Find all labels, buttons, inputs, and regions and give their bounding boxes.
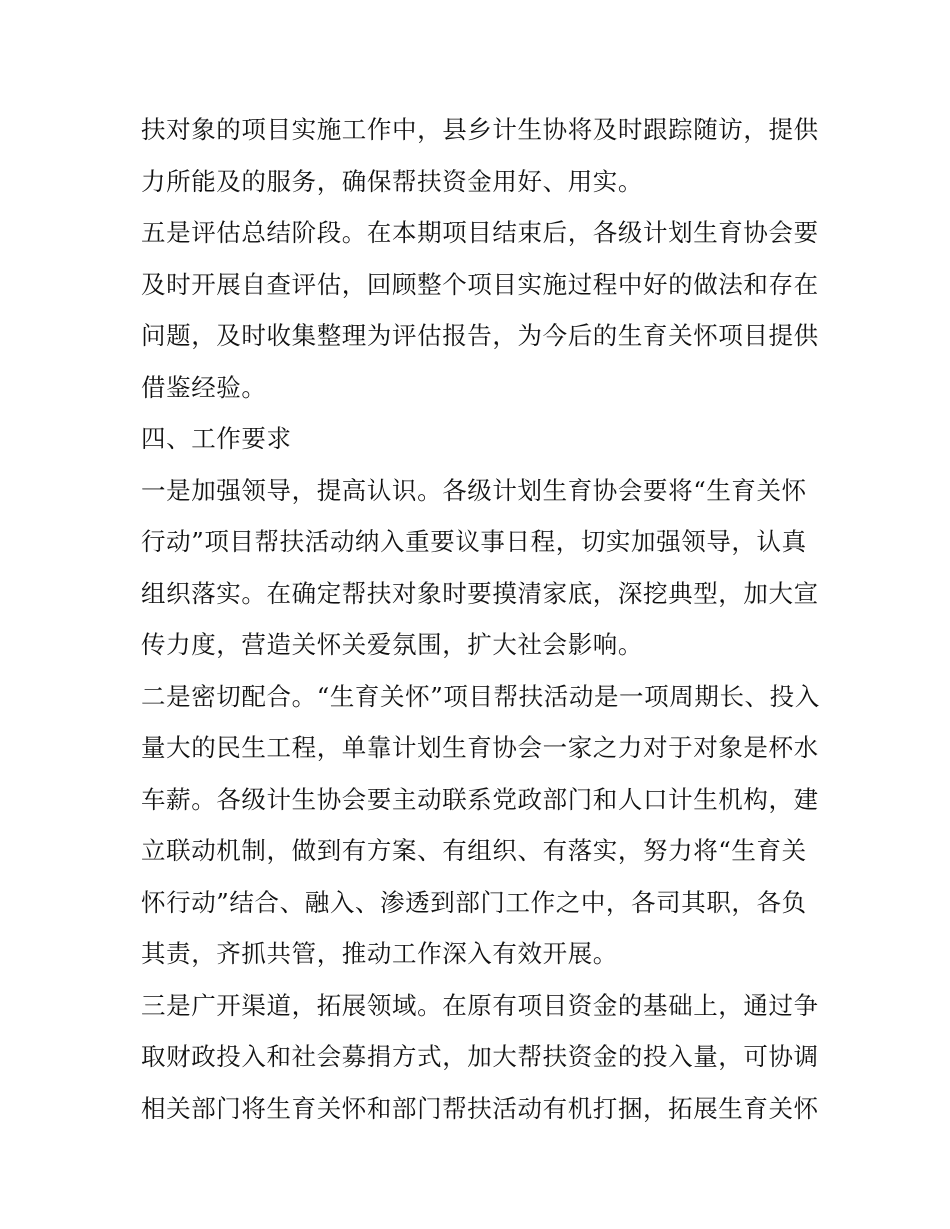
text-line: 五是评估总结阶段。在本期项目结束后，各级计划生育协会要 bbox=[141, 218, 819, 247]
text-line: 车薪。各级计生协会要主动联系党政部门和人口计生机构，建 bbox=[141, 784, 819, 814]
text-line: 怀行动”结合、融入、渗透到部门工作之中，各司其职，各负 bbox=[141, 887, 807, 917]
text-line: 借鉴经验。 bbox=[141, 372, 267, 402]
text-line: 扶对象的项目实施工作中，县乡计生协将及时跟踪随访，提供 bbox=[141, 115, 819, 144]
text-line: 其责，齐抓共管，推动工作深入有效开展。 bbox=[141, 939, 618, 968]
text-line: 量大的民生工程，单靠计划生育协会一家之力对于对象是杯水 bbox=[141, 733, 819, 762]
text-line: 取财政投入和社会募捐方式，加大帮扶资金的投入量，可协调 bbox=[141, 1042, 819, 1071]
text-line: 立联动机制，做到有方案、有组织、有落实，努力将“生育关 bbox=[141, 836, 807, 865]
text-line: 二是密切配合。“生育关怀”项目帮扶活动是一项周期长、投入 bbox=[141, 681, 820, 711]
text-line: 相关部门将生育关怀和部门帮扶活动有机打捆，拓展生育关怀 bbox=[141, 1093, 819, 1123]
text-line: 及时开展自查评估，回顾整个项目实施过程中好的做法和存在 bbox=[141, 269, 819, 299]
document-body bbox=[141, 104, 821, 1134]
text-line: 行动”项目帮扶活动纳入重要议事日程，切实加强领导，认真 bbox=[141, 527, 807, 556]
text-line: 三是广开渠道，拓展领域。在原有项目资金的基础上，通过争 bbox=[141, 990, 819, 1020]
text-line: 一是加强领导，提高认识。各级计划生育协会要将“生育关怀 bbox=[141, 475, 807, 505]
section-heading: 四、工作要求 bbox=[141, 424, 292, 453]
text-line: 传力度，营造关怀关爱氛围，扩大社会影响。 bbox=[141, 630, 643, 659]
text-line: 力所能及的服务，确保帮扶资金用好、用实。 bbox=[141, 166, 643, 196]
text-line: 问题，及时收集整理为评估报告，为今后的生育关怀项目提供 bbox=[141, 321, 819, 350]
text-line: 组织落实。在确定帮扶对象时要摸清家底，深挖典型，加大宣 bbox=[141, 578, 819, 608]
